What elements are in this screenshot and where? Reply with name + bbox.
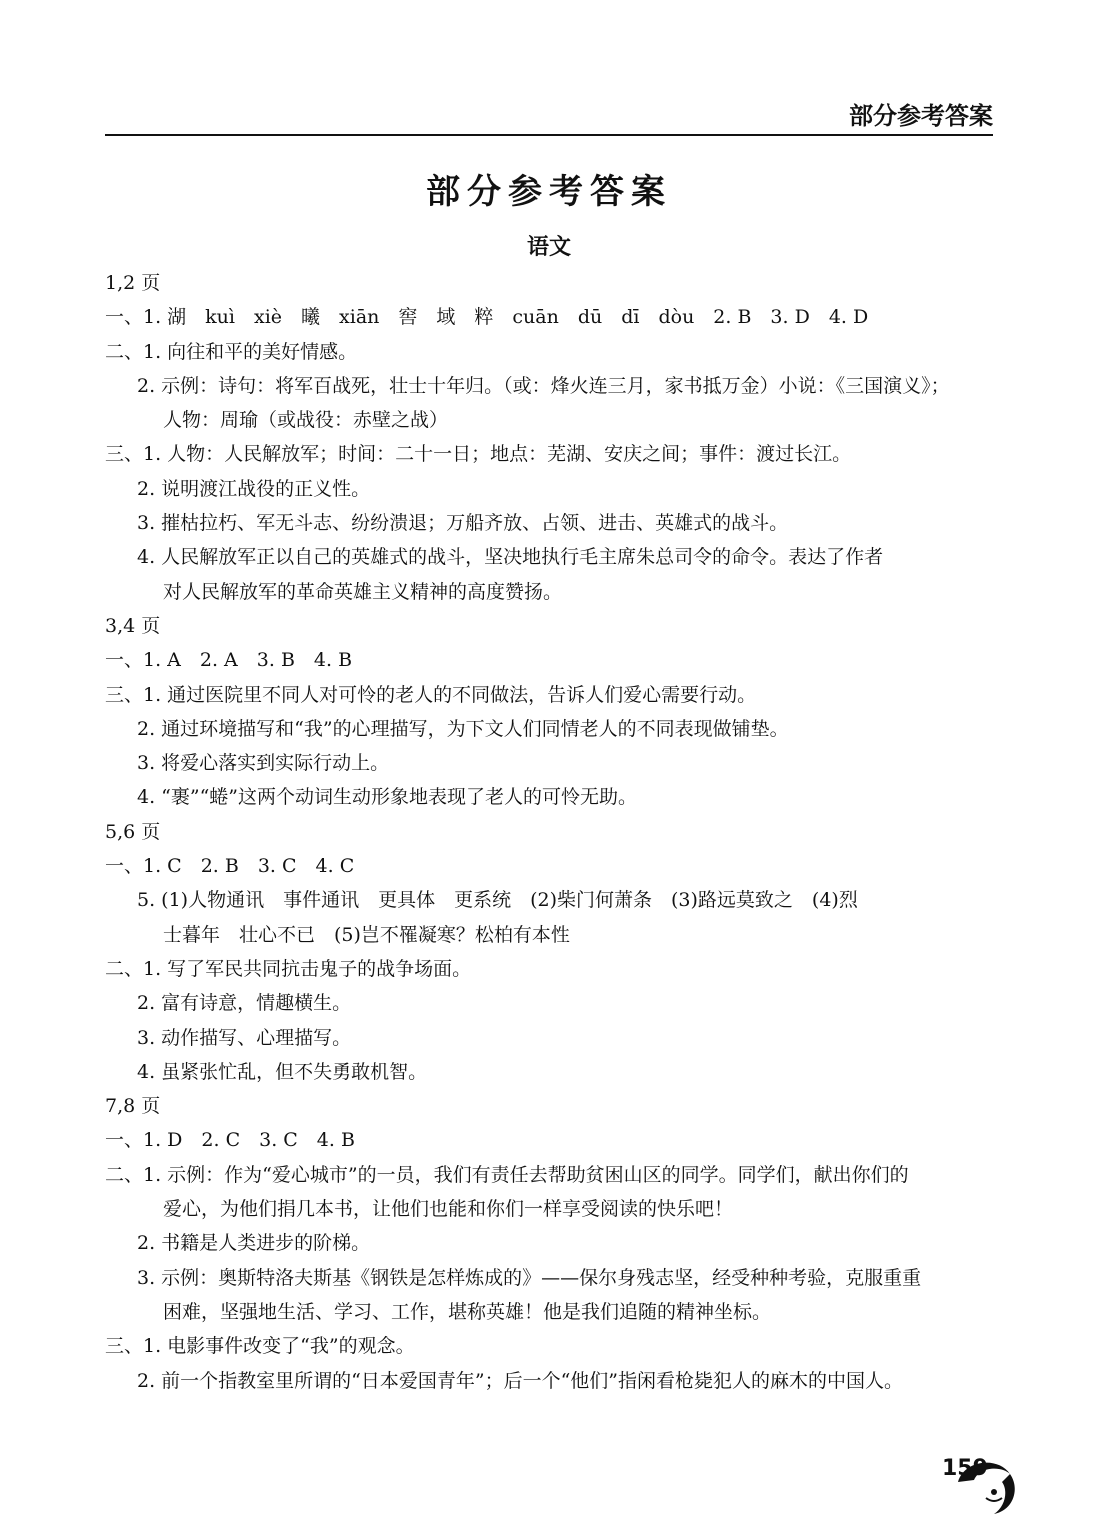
answer-line: 一、1. C 2. B 3. C 4. C [105, 855, 355, 878]
answer-line: 2. 书籍是人类进步的阶梯。 [137, 1232, 371, 1255]
header-rule [105, 134, 993, 136]
answer-line: 5,6 页 [105, 820, 161, 843]
subject-heading: 语文 [526, 234, 571, 260]
answer-line: 二、1. 向往和平的美好情感。 [105, 340, 358, 363]
answer-line: 7,8 页 [105, 1095, 161, 1118]
answer-list [105, 266, 995, 1398]
answer-line: 人物：周瑜（或战役：赤壁之战） [163, 409, 449, 432]
answer-line: 三、1. 通过医院里不同人对可怜的老人的不同做法，告诉人们爱心需要行动。 [105, 683, 757, 706]
answer-line: 困难，坚强地生活、学习、工作，堪称英雄！他是我们追随的精神坐标。 [163, 1300, 772, 1323]
answer-line: 一、1. 湖 kuì xiè 曦 xiān 窖 域 粹 cuān dū dī dòu 2. B 3. D 4. D [105, 306, 869, 329]
answer-line: 2. 富有诗意，情趣横生。 [137, 992, 352, 1015]
page-number: 159 [942, 1456, 988, 1481]
answer-line: 对人民解放军的革命英雄主义精神的高度赞扬。 [163, 580, 563, 603]
answer-line: 三、1. 电影事件改变了“我”的观念。 [105, 1335, 415, 1358]
answer-line: 二、1. 写了军民共同抗击鬼子的战争场面。 [105, 957, 472, 980]
running-header-title: 部分参考答案 [849, 102, 993, 130]
answer-line: 1,2 页 [105, 272, 161, 294]
answer-line: 爱心，为他们捐几本书，让他们也能和你们一样享受阅读的快乐吧！ [163, 1198, 734, 1221]
answer-line: 2. 示例：诗句：将军百战死，壮士十年归。（或：烽火连三月，家书抵万金）小说：《三国演义》； [137, 374, 950, 397]
answer-line: 士暮年 壮心不已 (5)岂不罹凝寒？松柏有本性 [163, 923, 570, 946]
answer-line: 三、1. 人物：人民解放军；时间：二十一日；地点：芜湖、安庆之间；事件：渡过长江。 [105, 443, 852, 466]
answer-line: 3. 示例：奥斯特洛夫斯基《钢铁是怎样炼成的》——保尔身残志坚，经受种种考验，克服重重 [137, 1266, 922, 1289]
page-footer [936, 1448, 1026, 1528]
answer-line: 2. 通过环境描写和“我”的心理描写，为下文人们同情老人的不同表现做铺垫。 [137, 717, 789, 740]
answer-line: 3,4 页 [105, 614, 161, 637]
page-title: 部分参考答案 [426, 172, 672, 212]
answer-line: 4. 虽紧张忙乱，但不失勇敢机智。 [137, 1060, 428, 1083]
answer-line: 4. 人民解放军正以自己的英雄式的战斗，坚决地执行毛主席朱总司令的命令。表达了作者 [137, 546, 884, 569]
running-header [105, 96, 993, 136]
answer-line: 2. 前一个指教室里所谓的“日本爱国青年”；后一个“他们”指闲看枪毙犯人的麻木的中国人。 [137, 1369, 904, 1392]
answer-line: 一、1. D 2. C 3. C 4. B [105, 1129, 355, 1152]
answer-line: 3. 将爱心落实到实际行动上。 [137, 752, 390, 775]
answer-line: 2. 说明渡江战役的正义性。 [137, 477, 371, 500]
answer-line: 3. 动作描写、心理描写。 [137, 1026, 352, 1049]
answer-line: 一、1. A 2. A 3. B 4. B [105, 649, 353, 672]
answer-line: 二、1. 示例：作为“爱心城市”的一员，我们有责任去帮助贫困山区的同学。同学们，献出你们的 [105, 1163, 909, 1186]
answer-line: 3. 摧枯拉朽、军无斗志、纷纷溃退；万船齐放、占领、进击、英雄式的战斗。 [137, 512, 789, 535]
answer-line: 4. “裹”“蜷”这两个动词生动形象地表现了老人的可怜无助。 [137, 786, 638, 809]
answer-line: 5. (1)人物通讯 事件通讯 更具体 更系统 (2)柴门何萧条 (3)路远莫致之 (4)烈 [137, 889, 858, 912]
